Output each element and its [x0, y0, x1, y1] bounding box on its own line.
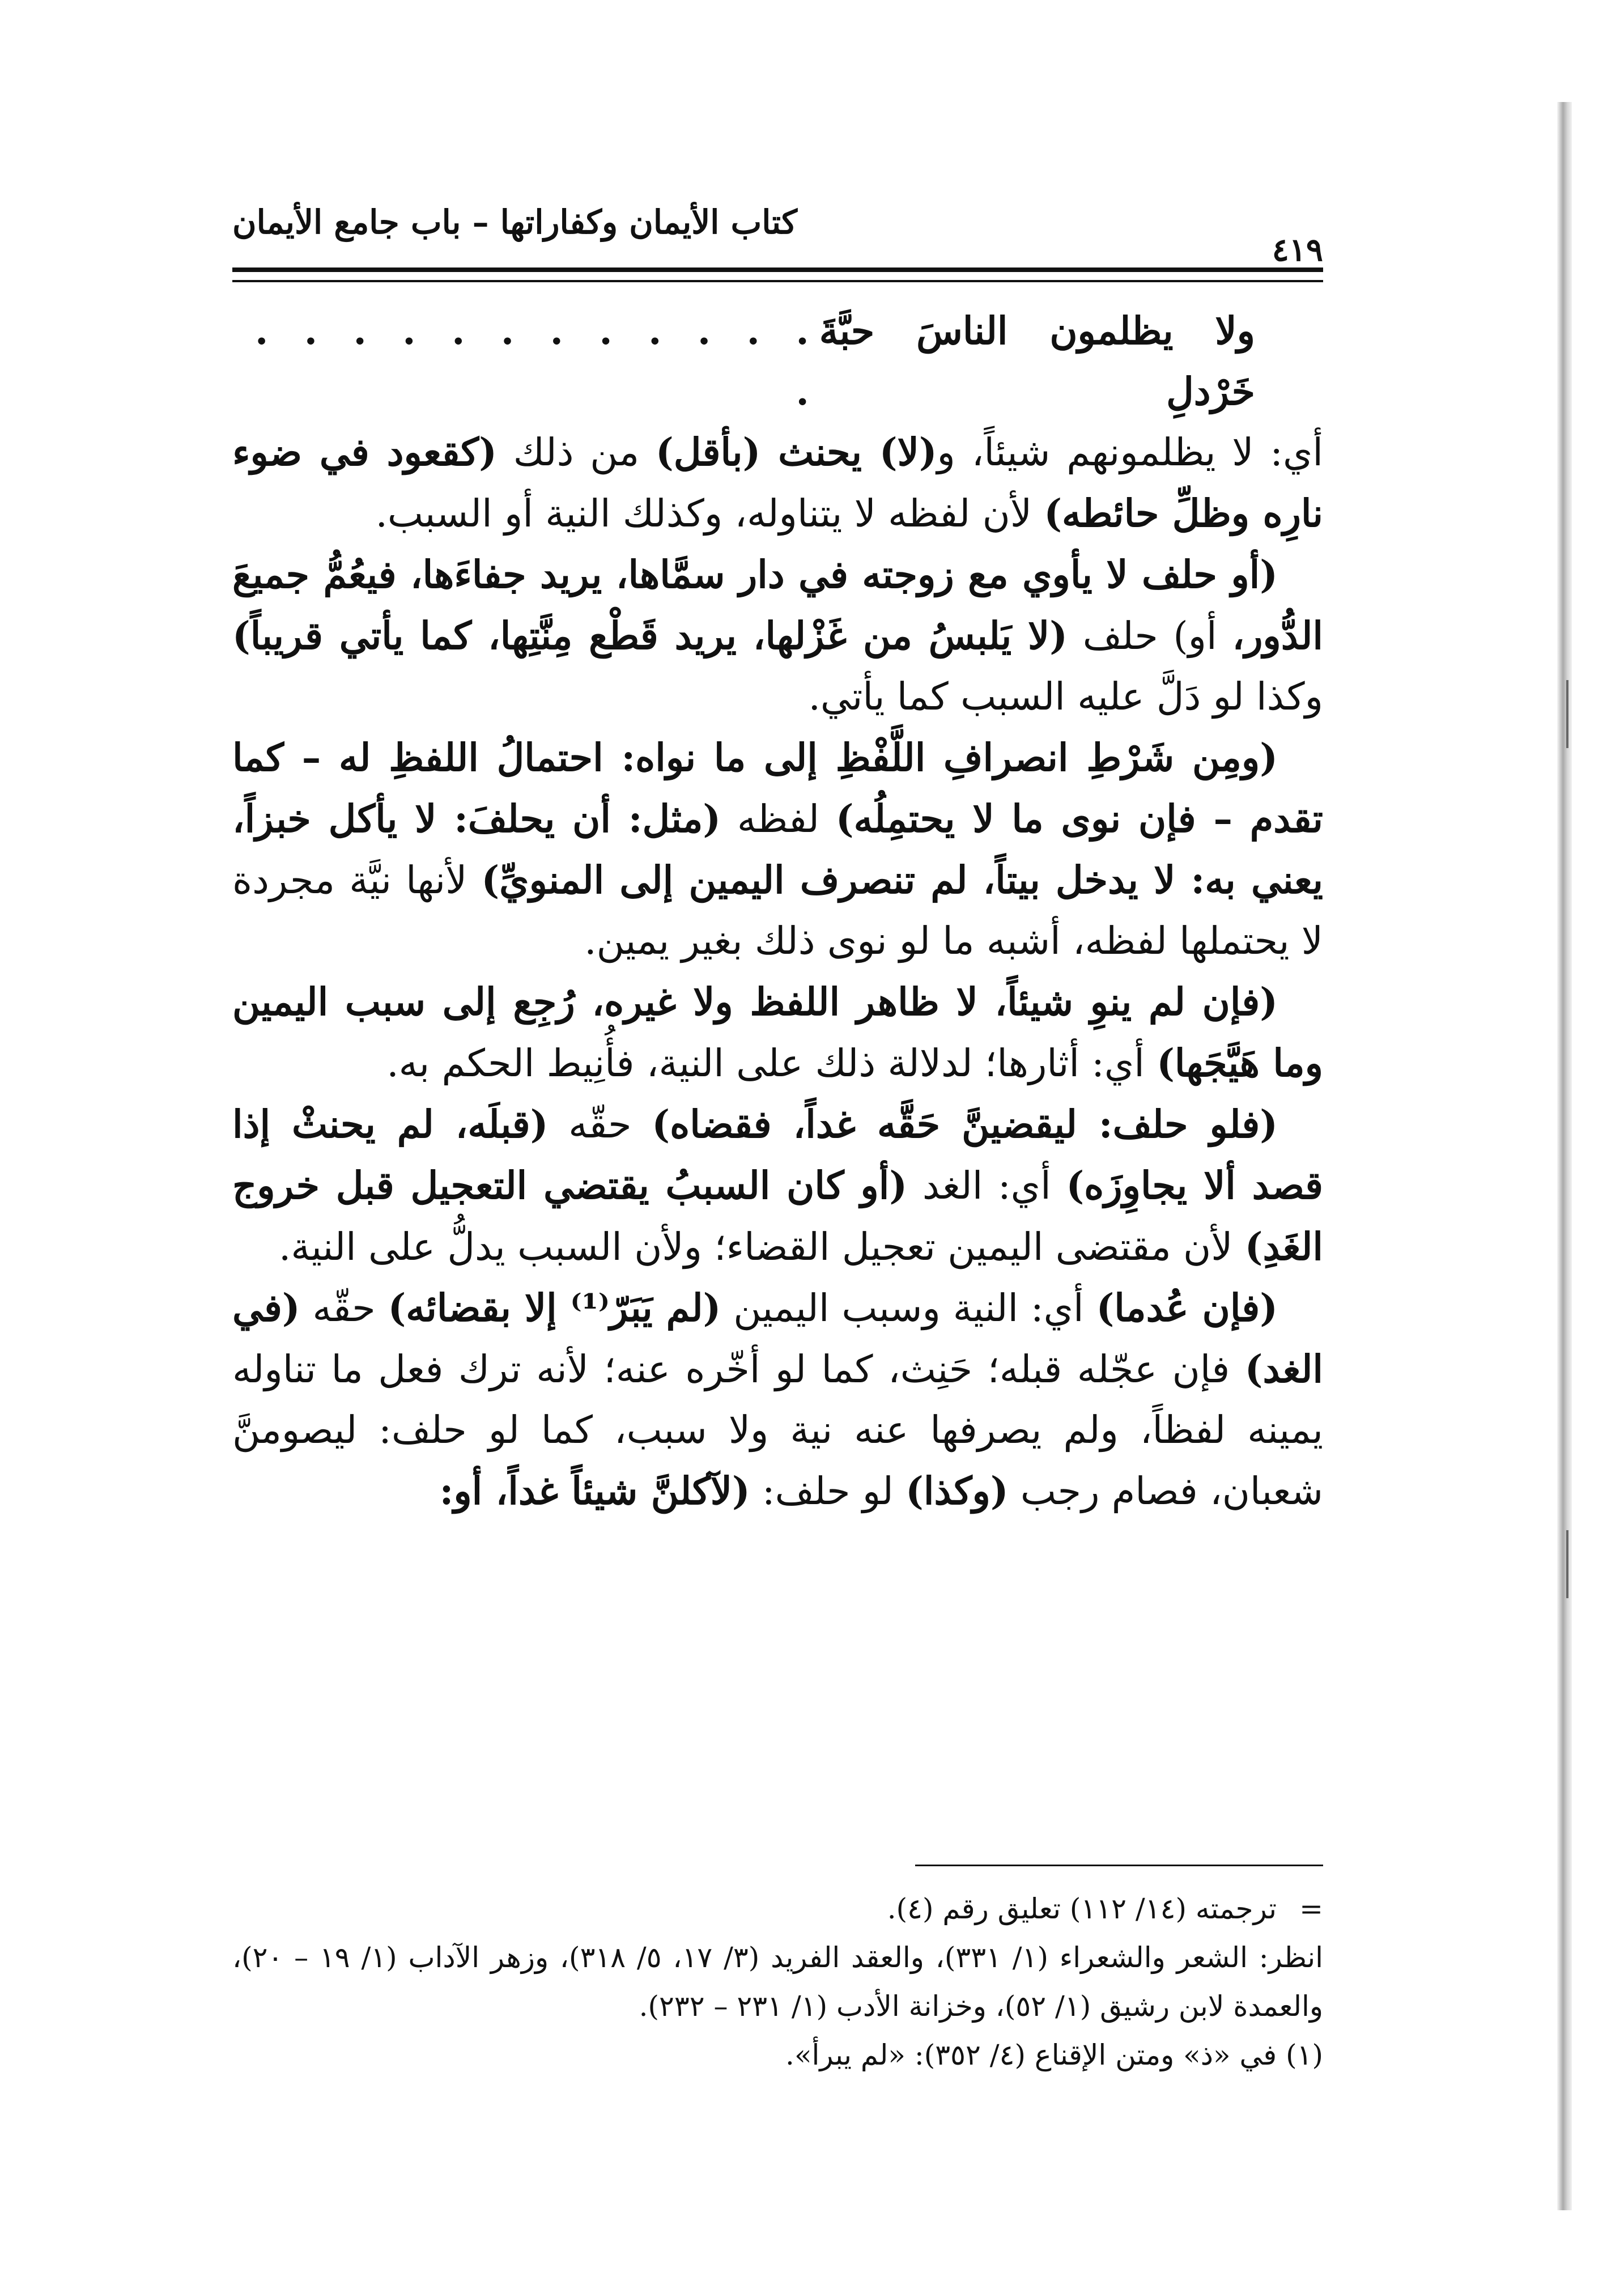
matn-text: (قبلَه، لم يحنثْ إذا قصد ألا يجاوِزَه) — [232, 1102, 1323, 1208]
scan-speck — [1566, 1530, 1568, 1598]
footnote-continuation — [232, 1884, 1323, 1933]
matn-text: (أو حلف لا يأوي مع زوجته في دار سمَّاها، يريد جفاءَها، فيعُمُّ جميعَ الدُّور، — [232, 552, 1323, 658]
matn-text: (لم يَبَرّ⁽¹⁾ إلا بقضائه) — [388, 1285, 721, 1330]
paragraph-p6 — [232, 1277, 1323, 1522]
matn-text: (كقعود في ضوء نارِه وظلِّ حائطه) — [232, 430, 1323, 536]
matn-text: (لا) يحنث (بأقل) — [656, 430, 937, 474]
footnote-line: انظر: الشعر والشعراء (١/ ٣٣١)، والعقد الفريد (٣/ ١٧، ٥/ ٣١٨)، وزهر الآداب (١/ ١٩ – ٢٠)، والعمدة لابن رشيق (١/ ٥٢)، وخزانة الأدب (١/ ٢٣١ – ٢٣٢). — [232, 1941, 1324, 2023]
verse-elision-dots: . . . . . . . . . . . . . — [255, 308, 819, 414]
matn-text: (في الغد) — [232, 1285, 1323, 1391]
commentary-text: أي: أثارها؛ لدلالة ذلك على النية، فأُنِيط الحكم به. — [386, 1041, 1157, 1085]
matn-text: (مثل: أن يحلفَ: لا يأكل خبزاً، يعني به: لا يدخل بيتاً، لم تنصرف اليمين إلى المنويِّ) — [232, 796, 1323, 902]
footnotes — [232, 1884, 1323, 2079]
matn-text: (وكذا) — [905, 1468, 1009, 1513]
paragraph-list — [232, 422, 1323, 1522]
commentary-text: حقّه — [300, 1286, 388, 1330]
footnote-line: ترجمته (١٤/ ١١٢) تعليق رقم (٤). — [887, 1892, 1277, 1925]
matn-text: (فإن عُدما) — [1096, 1285, 1278, 1330]
commentary-text: أي: النية وسبب اليمين — [721, 1286, 1096, 1330]
commentary-text: أي: لا يظلمونهم شيئاً، و — [937, 430, 1323, 474]
commentary-text: لو حلف: — [750, 1469, 906, 1513]
matn-text: (لا يَلبسُ من غَزْلها، يريد قَطْع مِنَّتِها، كما يأتي قريباً) — [232, 613, 1068, 658]
main-text — [232, 300, 1323, 1522]
scan-speck — [1566, 680, 1568, 748]
poetry-verse — [232, 300, 1323, 422]
commentary-text: لفظه — [721, 797, 836, 841]
commentary-text: لأنها نيَّة مجردة لا يحتملها لفظه، أشبه ما لو نوى ذلك بغير يمين. — [232, 858, 1323, 963]
commentary-text: لأن مقتضى اليمين تعجيل القضاء؛ ولأن السبب يدلُّ على النية. — [279, 1225, 1245, 1269]
paragraph-p4 — [232, 971, 1323, 1094]
matn-text: (فإن لم ينوِ شيئاً، لا ظاهر اللفظ ولا غيره، رُجِع إلى سبب اليمين وما هَيَّجَها) — [232, 979, 1323, 1085]
matn-text: (أو كان السببُ يقتضي التعجيل قبل خروج الغَدِ) — [232, 1163, 1323, 1269]
paragraph-p5 — [232, 1094, 1323, 1277]
page-number: ٤١٩ — [1272, 231, 1323, 269]
paragraph-p2 — [232, 544, 1323, 727]
footnote-number: (١) — [1286, 2039, 1323, 2071]
scan-binding-edge — [1557, 102, 1572, 2210]
commentary-text: أي: الغد — [907, 1164, 1066, 1208]
running-header-title: كتاب الأيمان وكفاراتها – باب جامع الأيمان — [232, 203, 797, 241]
commentary-text: حقّه — [548, 1102, 652, 1146]
commentary-text: فإن عجّله قبله؛ حَنِث، كما لو أخّره عنه؛ لأنه ترك فعل ما تناوله يمينه لفظاً، ولم يصرفها عنه نية ولا سبب، كما لو حلف: ليصومنَّ شعبان، فصام رجب — [232, 1347, 1323, 1513]
verse-hemistich: ولا يظلمون الناسَ حبَّةَ خَرْدلِ — [819, 308, 1255, 414]
commentary-text: لأن لفظه لا يتناوله، وكذلك النية أو السبب. — [375, 491, 1044, 536]
book-page — [232, 187, 1323, 2205]
matn-text: (فلو حلف: ليقضينَّ حَقَّه غداً، فقضاه) — [652, 1102, 1278, 1146]
commentary-text: من ذلك — [496, 430, 656, 474]
footnote-item — [232, 2031, 1323, 2079]
commentary-text: أو) حلف — [1067, 614, 1232, 658]
commentary-text: وكذا لو دَلَّ عليه السبب كما يأتي. — [808, 674, 1323, 719]
running-header — [232, 187, 1323, 269]
footnote-text: في «ذ» ومتن الإقناع (٤/ ٣٥٢): «لم يبرأ». — [785, 2039, 1277, 2071]
paragraph-p1 — [232, 422, 1323, 544]
footnote-rule — [915, 1865, 1323, 1866]
matn-text: (ومِن شَرْطِ انصرافِ اللَّفْظِ إلى ما نواه: احتمالُ اللفظِ له – كما تقدم – فإن نوى ما لا يحتمِلُه) — [232, 735, 1323, 841]
paragraph-p3 — [232, 727, 1323, 971]
header-rule — [232, 267, 1323, 282]
footnote-continuation-mark: = — [1299, 1892, 1323, 1925]
matn-text: (لآكلنَّ شيئاً غداً، أو: — [439, 1468, 750, 1513]
